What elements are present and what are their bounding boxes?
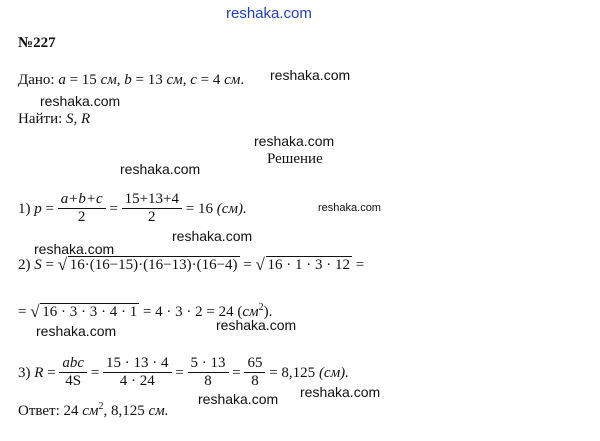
step-2-unit: см <box>242 304 259 320</box>
numerator: 15 · 13 · 4 <box>103 355 172 373</box>
watermark: reshaka.com <box>198 391 279 407</box>
watermark: reshaka.com <box>40 93 121 109</box>
watermark: reshaka.com <box>36 323 117 339</box>
given-c-value: = 4 <box>200 72 221 88</box>
given-a: a <box>58 72 66 88</box>
denominator: 8 <box>204 373 212 390</box>
denominator: 4 · 24 <box>119 373 155 390</box>
answer-unit: см. <box>148 403 169 419</box>
radical-sign-icon: √ <box>30 302 40 321</box>
denominator: 8 <box>251 373 259 390</box>
unit-cm: см <box>100 72 117 88</box>
answer-unit: см <box>82 403 99 419</box>
step-2 <box>18 255 365 274</box>
answer-line <box>18 401 169 419</box>
equals: = <box>232 365 241 382</box>
step-1-unit: (см). <box>216 201 247 218</box>
step-1 <box>18 192 247 228</box>
given-label: Дано: <box>18 72 55 88</box>
step-3-unit: (см). <box>318 365 349 382</box>
square-root <box>30 302 139 321</box>
answer-label: Ответ: 24 <box>18 403 79 419</box>
answer-separator: , 8,125 <box>103 403 145 419</box>
unit-cm: см <box>166 72 183 88</box>
symbol-p: p <box>34 201 42 218</box>
symbol-s: S <box>34 257 42 273</box>
equals: = <box>243 257 252 273</box>
exponent: 2 <box>258 302 264 313</box>
watermark: reshaka.com <box>300 384 381 400</box>
equals: = <box>18 304 27 320</box>
fraction <box>103 355 172 391</box>
find-label: Найти: <box>18 111 63 127</box>
watermark: reshaka.com <box>34 241 115 257</box>
watermark: reshaka.com <box>172 228 253 244</box>
equals: = <box>90 365 100 382</box>
watermark: reshaka.com <box>120 161 201 177</box>
step-3 <box>18 356 349 392</box>
find-values: S, R <box>66 111 91 127</box>
step-1-result: = 16 <box>185 201 213 218</box>
step-2-continued <box>18 302 273 321</box>
fraction <box>244 355 265 391</box>
paren-open: ( <box>237 304 243 320</box>
exponent: 2 <box>98 401 104 412</box>
given-b: b <box>124 72 132 88</box>
equals: = <box>175 365 184 382</box>
problem-number: №227 <box>18 35 56 51</box>
step-1-prefix: 1) <box>18 201 31 218</box>
numerator: a+b+c <box>58 191 106 209</box>
equals: = <box>45 257 54 273</box>
equals: = <box>45 201 54 218</box>
square-root <box>255 255 353 274</box>
denominator: 4S <box>65 373 82 390</box>
symbol-r: R <box>34 365 44 382</box>
equals: = <box>355 257 365 273</box>
watermark: reshaka.com <box>270 67 351 83</box>
step-2-result: = 4 · 3 · 2 = 24 <box>142 304 234 320</box>
fraction <box>188 355 229 391</box>
square-root <box>57 255 240 274</box>
solution-heading: Решение <box>267 151 323 167</box>
equals: = <box>47 365 56 382</box>
numerator: 15+13+4 <box>122 191 182 209</box>
fraction <box>58 191 106 227</box>
given-b-value: = 13 <box>135 72 163 88</box>
step-3-result: = 8,125 <box>269 365 316 382</box>
unit-cm: см <box>224 72 241 88</box>
given-line: Дано: a = 15 см, b = 13 см, c = 4 см. <box>18 72 245 88</box>
numerator: abc <box>59 355 87 373</box>
step-3-prefix: 3) <box>18 365 31 382</box>
numerator: 65 <box>244 355 265 373</box>
numerator: 5 · 13 <box>188 355 229 373</box>
radicand: 16 · 1 · 3 · 12 <box>267 257 351 273</box>
watermark-top: reshaka.com <box>226 5 312 22</box>
find-line <box>18 112 90 127</box>
radicand: 16 · 3 · 3 · 4 · 1 <box>42 304 138 320</box>
fraction <box>59 355 87 391</box>
fraction <box>122 191 182 227</box>
watermark: reshaka.com <box>318 202 381 214</box>
watermark: reshaka.com <box>254 133 335 149</box>
equals: = <box>109 201 118 218</box>
denominator: 2 <box>77 209 86 226</box>
step-2-prefix: 2) <box>18 257 31 273</box>
radicand: 16·(16−15)·(16−13)·(16−4) <box>69 257 238 273</box>
denominator: 2 <box>148 209 156 226</box>
given-c: c <box>190 72 197 88</box>
radical-sign-icon: √ <box>255 255 265 274</box>
radical-sign-icon: √ <box>57 255 68 274</box>
paren-close: ). <box>263 304 273 320</box>
watermark: reshaka.com <box>216 317 297 333</box>
given-a-value: = 15 <box>69 72 97 88</box>
